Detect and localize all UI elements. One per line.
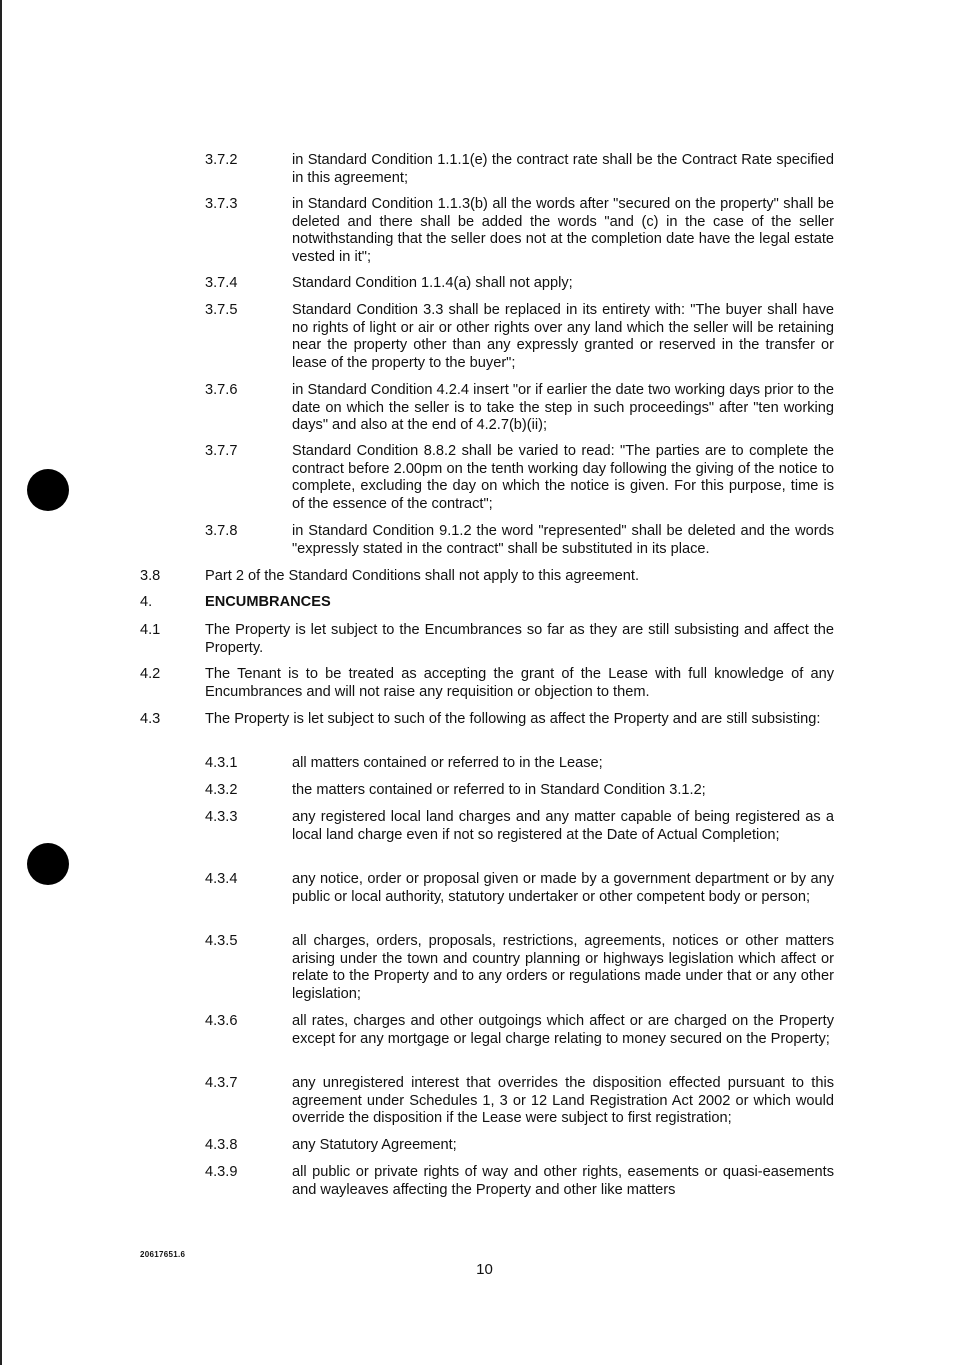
clause-number: 4.3.4	[205, 871, 238, 887]
clause-number: 3.7.4	[205, 275, 238, 291]
clause-number: 3.7.3	[205, 196, 238, 212]
clause-text: all public or private rights of way and other rights, easements or quasi-easements and wayleaves affecting the Property and other like matters	[292, 1164, 834, 1198]
clause-text: Standard Condition 1.1.4(a) shall not apply;	[292, 275, 573, 291]
clause-number: 3.7.6	[205, 382, 238, 398]
clause-number: 4.2	[140, 666, 161, 682]
punch-hole-lower	[27, 843, 69, 885]
clause-number: 4.3.6	[205, 1013, 238, 1029]
clause-text: the matters contained or referred to in Standard Condition 3.1.2;	[292, 782, 706, 798]
clause-number: 4.3.9	[205, 1164, 238, 1180]
clause-number: 3.7.8	[205, 523, 238, 539]
scan-edge	[0, 0, 2, 1365]
clause-number: 3.7.5	[205, 302, 238, 318]
clause-text: in Standard Condition 9.1.2 the word "represented" shall be deleted and the words "expressly stated in the contract" shall be substituted in its place.	[292, 523, 834, 557]
clause-number: 4.3.3	[205, 809, 238, 825]
section-number: 4.	[140, 594, 153, 610]
clause-text: in Standard Condition 1.1.3(b) all the words after "secured on the property" shall be deleted and there shall be added the words "and (c) in the case of the seller notwithstanding that the seller does not at the completion date have the legal estate vested in it";	[292, 196, 834, 265]
clause-text: in Standard Condition 1.1.1(e) the contract rate shall be the Contract Rate specified in this agreement;	[292, 152, 834, 186]
clause-number: 4.3.7	[205, 1075, 238, 1091]
clause-number: 3.7.7	[205, 443, 238, 459]
page-number: 10	[476, 1261, 493, 1278]
clause-text: in Standard Condition 4.2.4 insert "or if earlier the date two working days prior to the date on which the seller is to take the step in such proceedings" after "ten working days" and also at the end of 4.2.7(b)(ii);	[292, 382, 834, 434]
clause-text: any registered local land charges and any matter capable of being registered as a local land charge even if not so registered at the Date of Actual Completion;	[292, 809, 834, 843]
clause-text: Standard Condition 8.8.2 shall be varied to read: "The parties are to complete the contract before 2.00pm on the tenth working day following the giving of the notice to complete, excluding the day on which the notice is given. For this purpose, time is of the essence of the contract";	[292, 443, 834, 512]
clause-text: Standard Condition 3.3 shall be replaced in its entirety with: "The buyer shall have no rights of light or air or other rights over any land which the seller will be retaining near the property other than any expressly granted or reserved in the transfer or lease of the property to the buyer";	[292, 302, 834, 371]
clause-number: 3.7.2	[205, 152, 238, 168]
clause-text: Part 2 of the Standard Conditions shall not apply to this agreement.	[205, 568, 640, 584]
section-title: ENCUMBRANCES	[205, 594, 331, 610]
punch-hole-upper	[27, 469, 69, 511]
clause-number: 4.3	[140, 711, 161, 727]
clause-text: all charges, orders, proposals, restrictions, agreements, notices or other matters arising under the town and country planning or highways legislation which affect or relate to the Property and to any orders or regulations made under that or any other legislation;	[292, 933, 834, 1002]
clause-number: 4.3.5	[205, 933, 238, 949]
clause-text: all rates, charges and other outgoings which affect or are charged on the Property except for any mortgage or legal charge relating to money secured on the Property;	[292, 1013, 834, 1047]
clause-text: all matters contained or referred to in the Lease;	[292, 755, 603, 771]
clause-text: The Property is let subject to such of the following as affect the Property and are still subsisting:	[205, 711, 821, 727]
clause-text: any Statutory Agreement;	[292, 1137, 457, 1153]
clause-text: any unregistered interest that overrides the disposition effected pursuant to this agreement under Schedules 1, 3 or 12 Land Registration Act 2002 or which would override the disposition if the Lease were subject to first registration;	[292, 1075, 834, 1127]
clause-text: The Tenant is to be treated as accepting the grant of the Lease with full knowledge of any Encumbrances and will not raise any requisition or objection to them.	[205, 666, 834, 700]
clause-number: 4.1	[140, 622, 161, 638]
clause-number: 4.3.1	[205, 755, 238, 771]
clause-number: 4.3.8	[205, 1137, 238, 1153]
document-reference: 20617651.6	[140, 1250, 186, 1259]
clause-text: any notice, order or proposal given or made by a government department or by any public or local authority, statutory undertaker or other competent body or person;	[292, 871, 834, 905]
clause-text: The Property is let subject to the Encumbrances so far as they are still subsisting and affect the Property.	[205, 622, 834, 656]
clause-number: 4.3.2	[205, 782, 238, 798]
clause-number: 3.8	[140, 568, 161, 584]
